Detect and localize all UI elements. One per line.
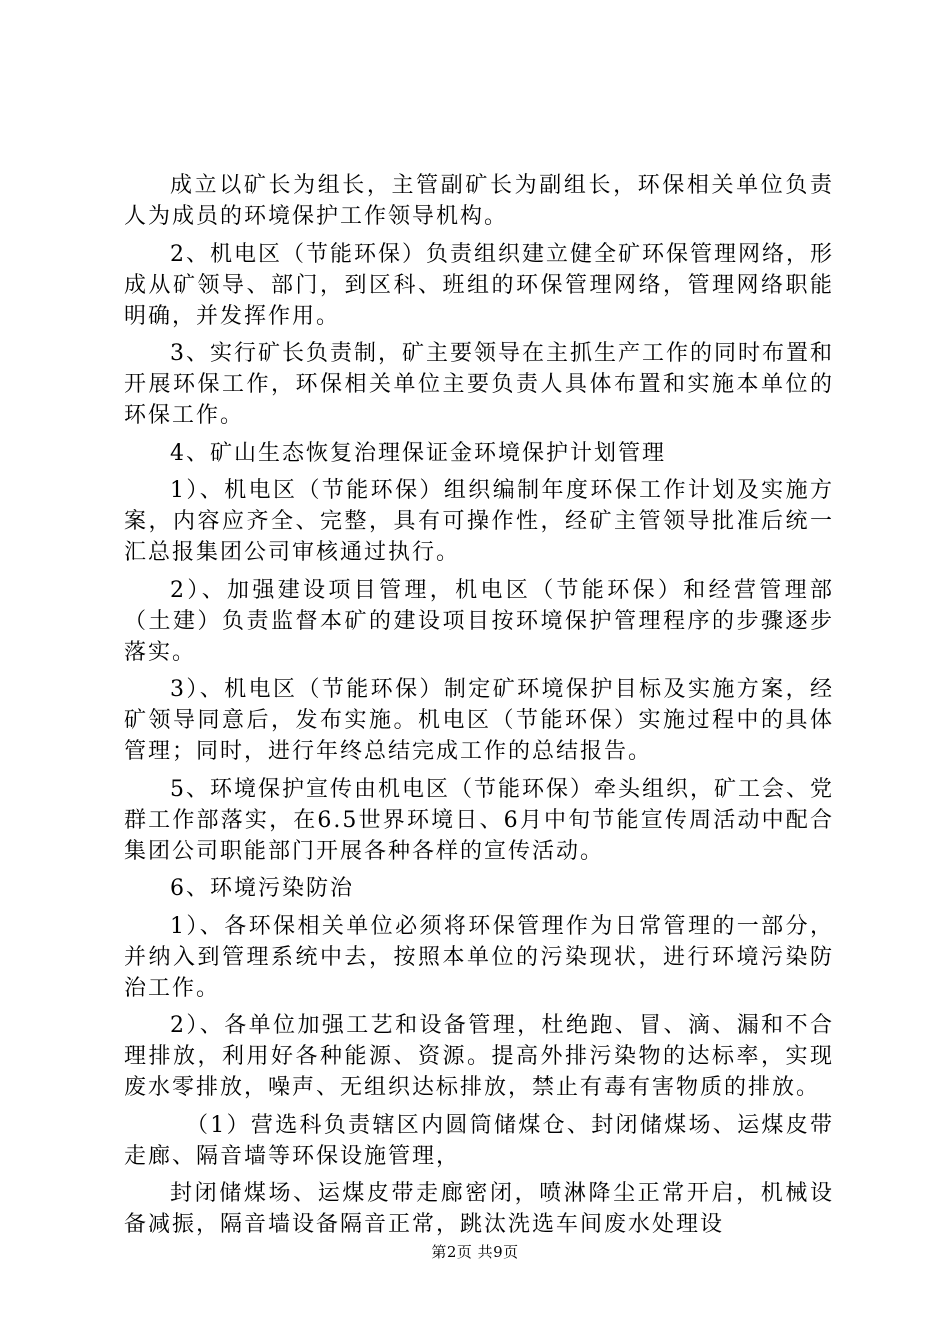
paragraph-item-5: 5、环境保护宣传由机电区（节能环保）牵头组织，矿工会、党群工作部落实，在6.5世界环境日、6月中旬节能宣传周活动中配合集团公司职能部门开展各种各样的宣传活动。	[124, 776, 834, 864]
paragraph-item-4-3: 3）、机电区（节能环保）制定矿环境保护目标及实施方案，经矿领导同意后，发布实施。机电区（节能环保）实施过程中的具体管理；同时，进行年终总结完成工作的总结报告。	[124, 677, 834, 764]
paragraph-item-6-2-1: （1）营选科负责辖区内圆筒储煤仓、封闭储煤场、运煤皮带走廊、隔音墙等环保设施管理，	[124, 1112, 834, 1169]
paragraph-item-4-1: 1）、机电区（节能环保）组织编制年度环保工作计划及实施方案，内容应齐全、完整，具有可操作性，经矿主管领导批准后统一汇总报集团公司审核通过执行。	[124, 478, 834, 565]
page-footer	[0, 1241, 950, 1262]
paragraph-item-4-heading: 4、矿山生态恢复治理保证金环境保护计划管理	[170, 440, 666, 466]
page-number-label: 第2页 共9页	[431, 1243, 519, 1261]
paragraph-item-6-heading: 6、环境污染防治	[170, 876, 354, 901]
paragraph-item-2: 2、机电区（节能环保）负责组织建立健全矿环保管理网络，形成从矿领导、部门，到区科、班组的环保管理网络，管理网络职能明确，并发挥作用。	[124, 241, 834, 329]
paragraph-item-4-2: 2）、加强建设项目管理，机电区（节能环保）和经营管理部（土建）负责监督本矿的建设项目按环境保护管理程序的步骤逐步落实。	[124, 577, 834, 665]
paragraph-leading-group: 成立以矿长为组长，主管副矿长为副组长，环保相关单位负责人为成员的环境保护工作领导机构。	[124, 173, 834, 229]
document-body	[124, 170, 834, 1247]
paragraph-item-6-2-1-detail: 封闭储煤场、运煤皮带走廊密闭，喷淋降尘正常开启，机械设备减振，隔音墙设备隔音正常，跳汰洗选车间废水处理设	[124, 1181, 834, 1237]
paragraph-item-6-1: 1）、各环保相关单位必须将环保管理作为日常管理的一部分，并纳入到管理系统中去，按照本单位的污染现状，进行环境污染防治工作。	[124, 913, 834, 1001]
paragraph-item-6-2: 2）、各单位加强工艺和设备管理，杜绝跑、冒、滴、漏和不合理排放，利用好各种能源、资源。提高外排污染物的达标率，实现废水零排放，噪声、无组织达标排放，禁止有毒有害物质的排放。	[124, 1013, 834, 1100]
paragraph-item-3: 3、实行矿长负责制，矿主要领导在主抓生产工作的同时布置和开展环保工作，环保相关单位主要负责人具体布置和实施本单位的环保工作。	[124, 341, 834, 428]
